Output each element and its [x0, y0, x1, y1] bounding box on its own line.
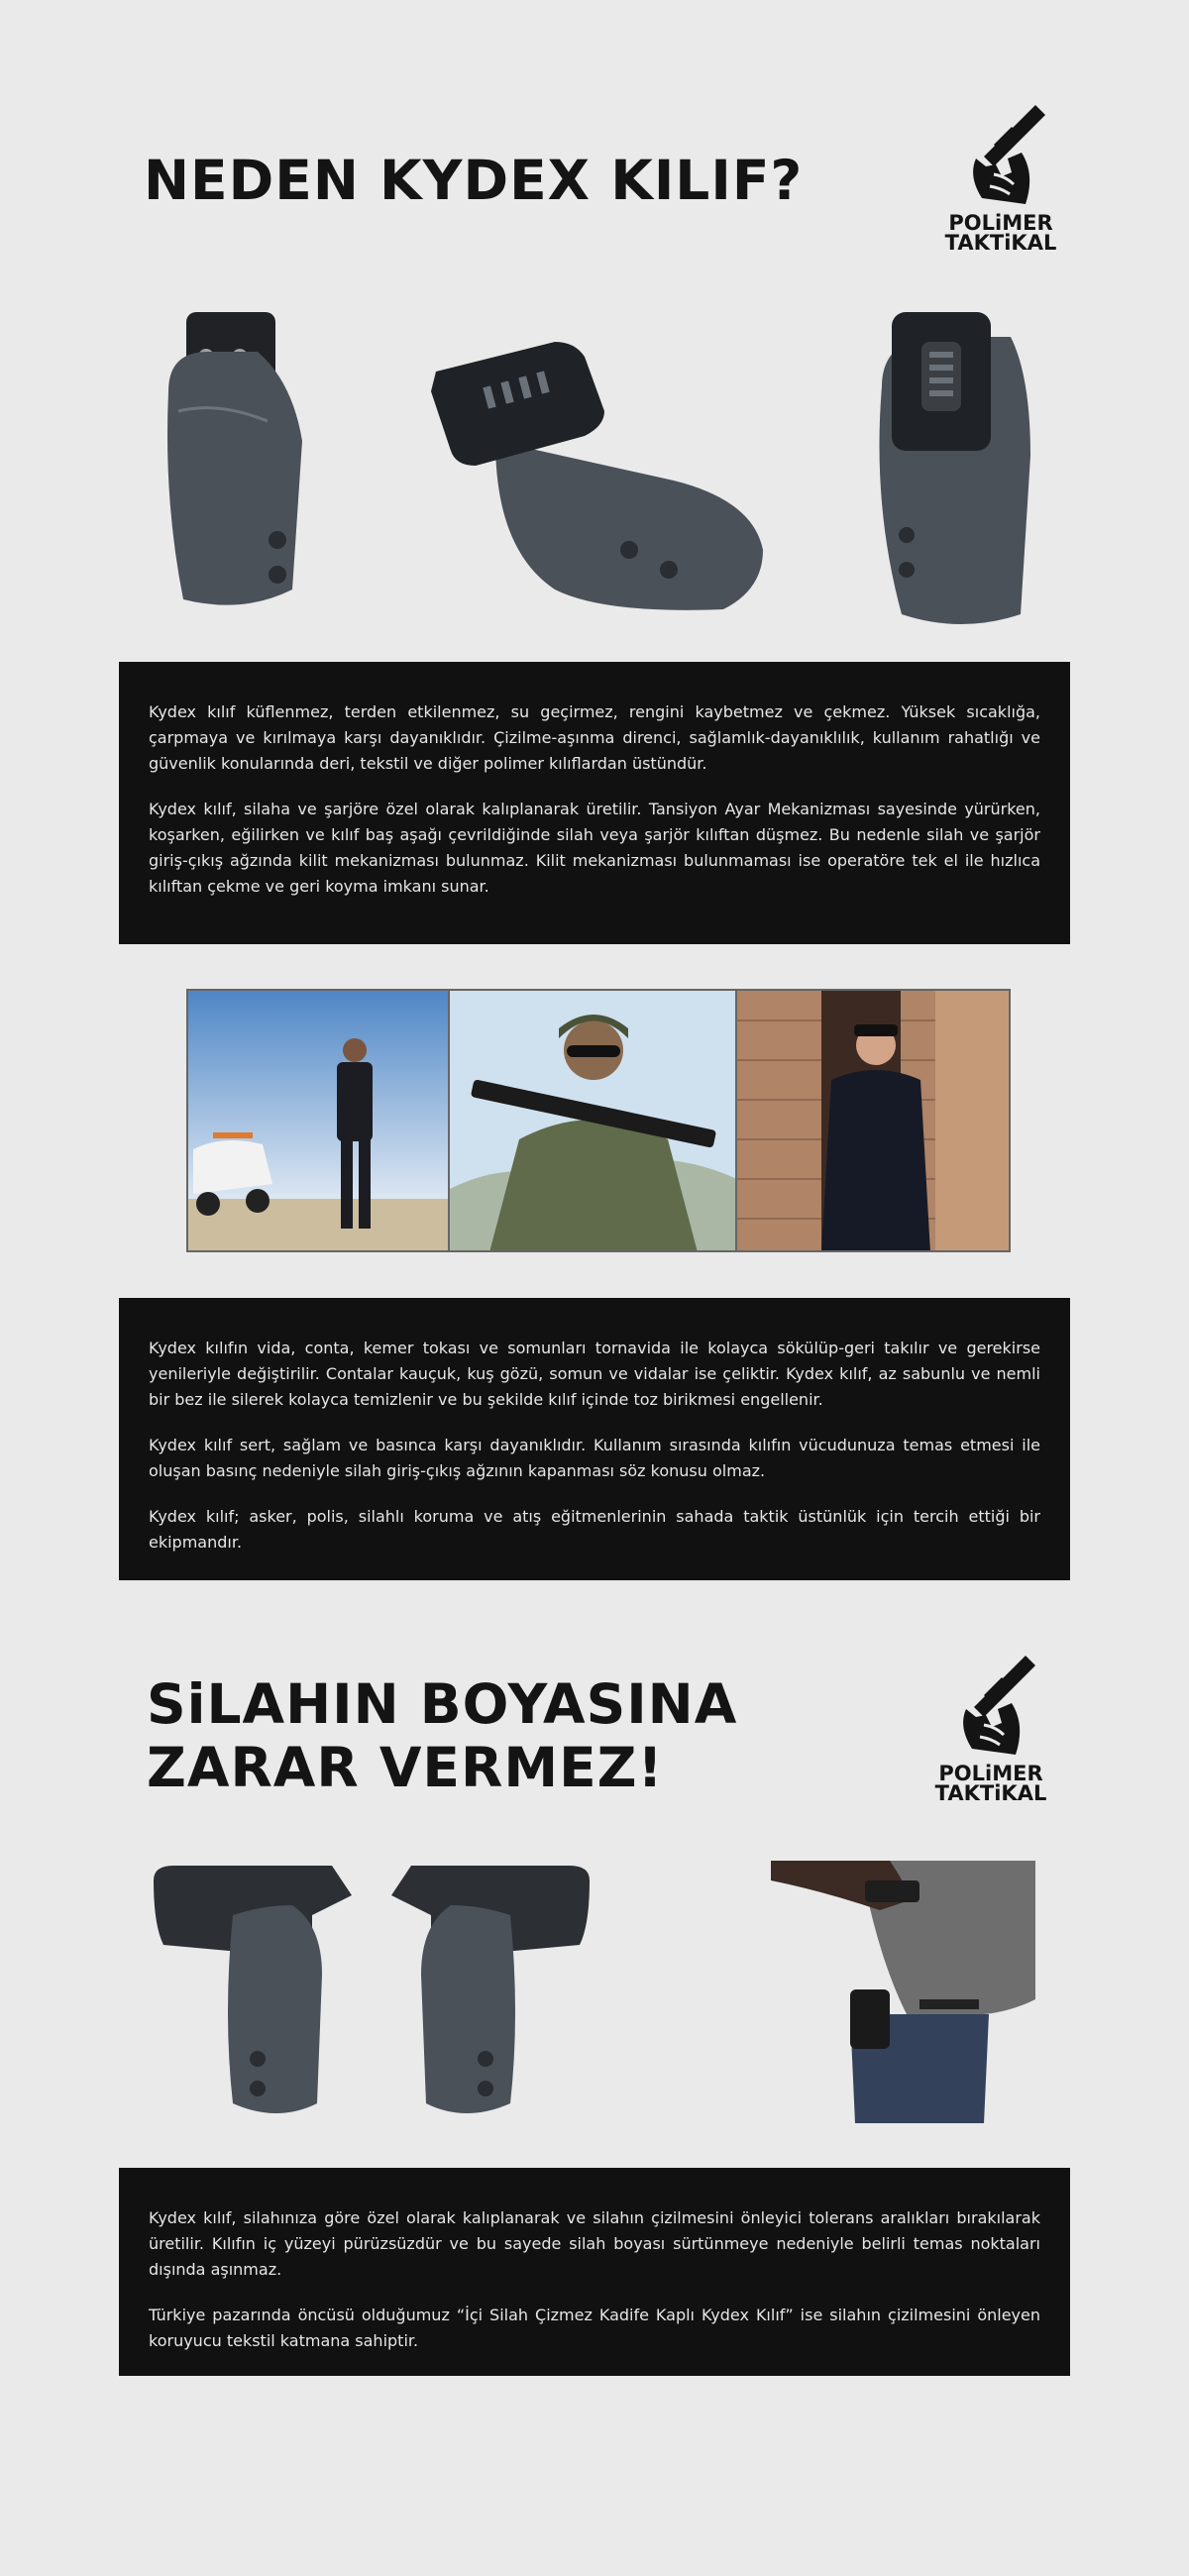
photo-strip — [186, 989, 1011, 1252]
brand-logo-2 — [926, 1650, 1055, 1818]
brand-name-line2: TAKTiKAL — [934, 1781, 1047, 1805]
draw-from-holster-photo — [771, 1861, 1035, 2123]
brand-name-line1: POLiMER — [948, 211, 1053, 235]
police-officer-photo — [187, 990, 449, 1251]
panel1-paragraph-1: Kydex kılıf küflenmez, terden etkilenmez, su geçirmez, rengini kaybetmez ve çekmez. Yüksek sıcaklığa, çarpmaya ve kırılmaya karşı dayanıklıdır. Çizilme-aşınma direnci, sağlamlık-dayanıklılık, kullanım rahatlığı ve güvenlik konularında deri, tekstil ve diğer polimer kılıflardan üstündür. — [149, 702, 1040, 773]
brand-name-line2: TAKTiKAL — [944, 231, 1057, 255]
panel2-paragraph-3: Kydex kılıf; asker, polis, silahlı koruma ve atış eğitmenlerinin sahada taktik üstünlük için tercih ettiği bir ekipmandır. — [149, 1507, 1040, 1552]
panel1-paragraph-2: Kydex kılıf, silaha ve şarjöre özel olarak kalıplanarak üretilir. Tansiyon Ayar Mekanizması sayesinde yürürken, koşarken, eğilirken ve kılıf baş aşağı çevrildiğinde silah veya şarjör kılıftan düşmez. Bu nedenle silah ve şarjör giriş-çıkış ağzında kilit mekanizması bulunmaz. Kilit mekanizması bulunmaması ise operatöre tek el ile hızlıca kılıftan çekme ve geri koyma imkanı sunar. — [149, 800, 1040, 896]
section1-title: NEDEN KYDEX KILIF? — [144, 149, 804, 212]
brand-logo-hand-gun-icon — [926, 1650, 1055, 1764]
holster-tilted-image — [416, 332, 768, 619]
section3-title — [147, 1672, 737, 1799]
brand-logo-hand-gun-icon — [936, 99, 1065, 213]
info-panel-2 — [119, 1298, 1070, 1580]
brand-logo — [936, 99, 1065, 268]
panel3-paragraph-2: Türkiye pazarında öncüsü olduğumuz “İçi Silah Çizmez Kadife Kaplı Kydex Kılıf” ise silahın çizilmesini önleyen koruyucu tekstil katmana sahiptir. — [149, 2306, 1040, 2350]
soldier-photo — [449, 990, 735, 1251]
panel2-paragraph-2: Kydex kılıf sert, sağlam ve basınca karşı dayanıklıdır. Kullanım sırasında kılıfın vücudunuza temas etmesi ile oluşan basınç nedeniyle silah giriş-çıkış ağzının kapanması söz konusu olmaz. — [149, 1436, 1040, 1480]
section3-title-line2: ZARAR VERMEZ! — [147, 1736, 664, 1799]
security-guard-photo — [736, 990, 1010, 1251]
brand-name-line1: POLiMER — [938, 1762, 1043, 1785]
holster-front-image — [149, 302, 327, 624]
section3-title-line1: SiLAHIN BOYASINA — [147, 1672, 738, 1736]
holstered-pistols-image — [154, 1861, 590, 2123]
holster-back-image — [872, 307, 1035, 624]
info-panel-1 — [119, 662, 1070, 944]
panel3-paragraph-1: Kydex kılıf, silahınıza göre özel olarak kalıplanarak ve silahın çizilmesini önleyici tolerans aralıkları bırakılarak üretilir. Kılıfın iç yüzeyi pürüzsüzdür ve bu sayede silah boyası sürtünmeye nedeniyle belirli temas noktaları dışında aşınmaz. — [149, 2208, 1040, 2279]
info-panel-3 — [119, 2168, 1070, 2376]
panel2-paragraph-1: Kydex kılıfın vida, conta, kemer tokası ve somunları tornavida ile kolayca sökülüp-geri takılır ve gerekirse yenileriyle değiştirilir. Contalar kauçuk, kuş gözü, somun ve vidalar ise çeliktir. Kydex kılıf, az sabunlu ve nemli bir bez ile silerek kolayca temizlenir ve bu şekilde kılıf içinde toz birikmesi engellenir. — [149, 1339, 1040, 1409]
